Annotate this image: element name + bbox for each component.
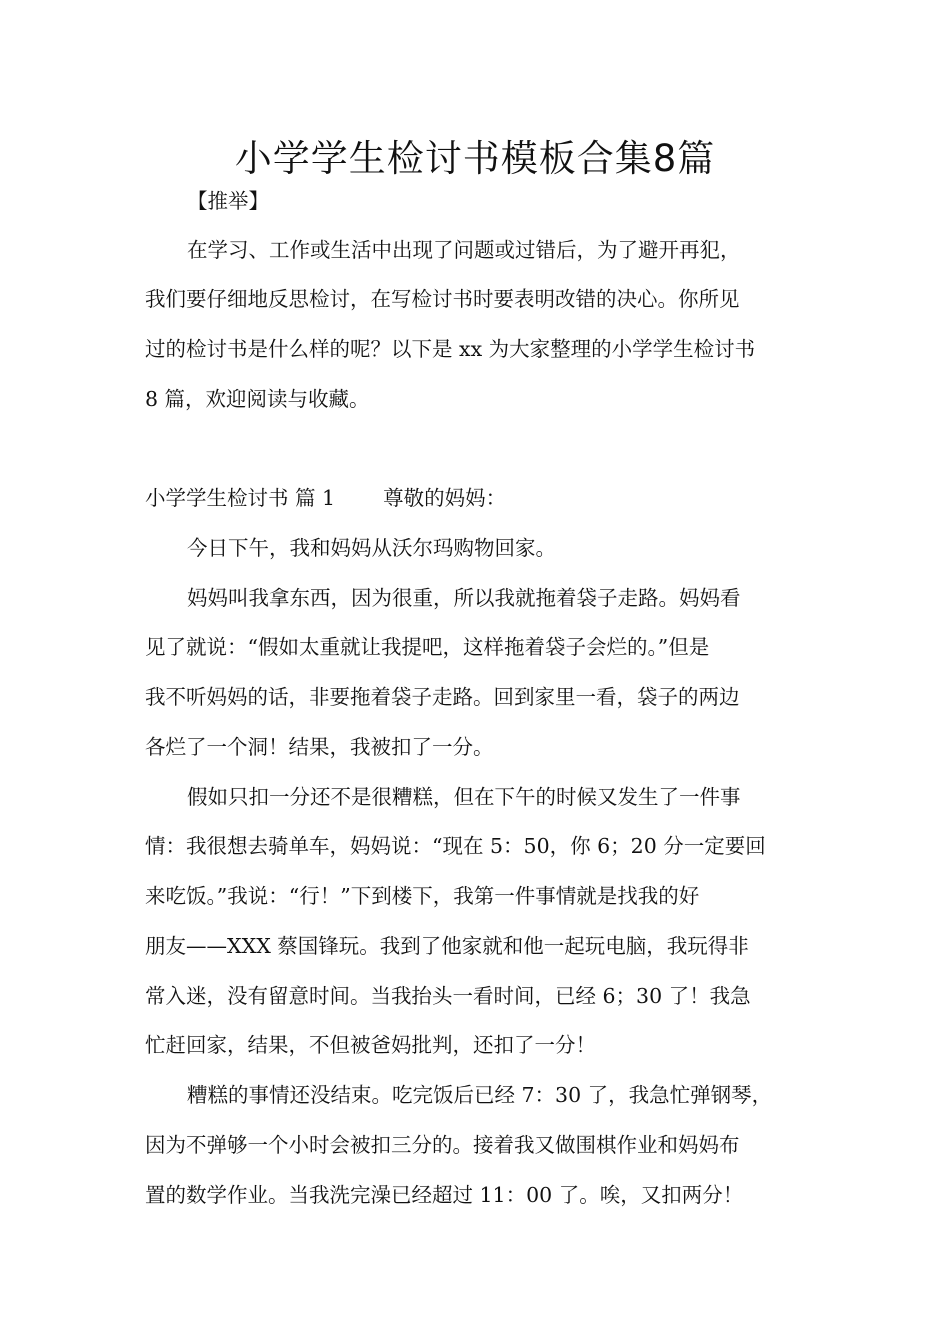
body-line: 因为不弹够一个小时会被扣三分的。接着我又做围棋作业和妈妈布 <box>145 1133 740 1157</box>
body-line: 置的数学作业。当我洗完澡已经超过 11：00 了。唉，又扣两分！ <box>145 1183 744 1207</box>
body-line: 糟糕的事情还没结束。吃完饭后已经 7：30 了，我急忙弹钢琴， <box>187 1083 773 1107</box>
salutation: 尊敬的妈妈： <box>383 486 507 510</box>
document-title: 小学学生检讨书模板合集8篇 <box>234 137 716 180</box>
body-line: 假如只扣一分还不是很糟糕，但在下午的时候又发生了一件事 <box>187 785 741 809</box>
intro-line: 过的检讨书是什么样的呢？以下是 xx 为大家整理的小学学生检讨书 <box>145 337 756 361</box>
body-line: 情：我很想去骑单车，妈妈说：“现在 5：50，你 6；20 分一定要回 <box>145 834 766 858</box>
body-line: 见了就说：“假如太重就让我提吧，这样拖着袋子会烂的。”但是 <box>145 635 710 659</box>
section-heading: 小学学生检讨书 篇 1 <box>145 486 336 510</box>
body-line: 今日下午，我和妈妈从沃尔玛购物回家。 <box>187 536 556 560</box>
body-line: 我不听妈妈的话，非要拖着袋子走路。回到家里一看，袋子的两边 <box>145 685 740 709</box>
body-line: 忙赶回家，结果，不但被爸妈批判，还扣了一分！ <box>145 1033 596 1057</box>
body-line: 各烂了一个洞！结果，我被扣了一分。 <box>145 735 494 759</box>
recommend-tag: 【推举】 <box>187 189 269 213</box>
body-line: 妈妈叫我拿东西，因为很重，所以我就拖着袋子走路。妈妈看 <box>187 586 741 610</box>
body-line: 来吃饭。”我说：“行！”下到楼下，我第一件事情就是找我的好 <box>145 884 700 908</box>
intro-line: 我们要仔细地反思检讨，在写检讨书时要表明改错的决心。你所见 <box>145 287 740 311</box>
section-heading-line <box>145 484 815 512</box>
intro-line: 在学习、工作或生活中出现了问题或过错后，为了避开再犯， <box>187 238 741 262</box>
intro-line: 8 篇，欢迎阅读与收藏。 <box>145 387 370 411</box>
body-line: 常入迷，没有留意时间。当我抬头一看时间，已经 6；30 了！我急 <box>145 984 751 1008</box>
body-line: 朋友——XXX 蔡国锋玩。我到了他家就和他一起玩电脑，我玩得非 <box>145 934 749 958</box>
